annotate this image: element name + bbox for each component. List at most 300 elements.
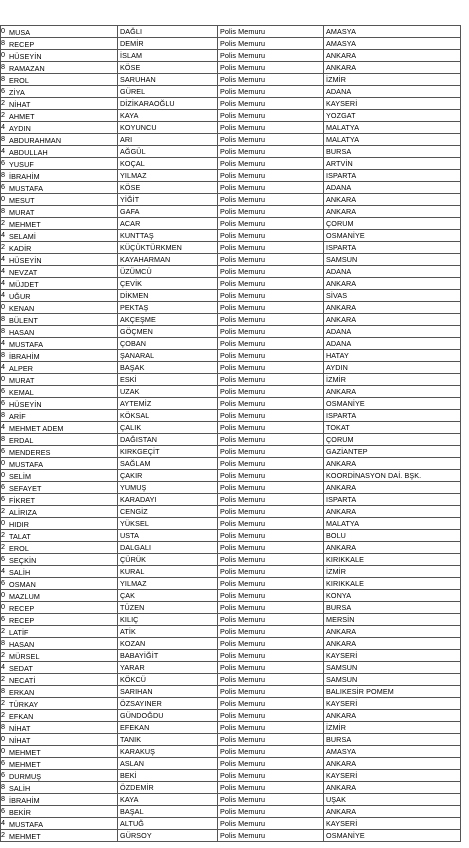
city-cell: MERSİN (324, 614, 461, 626)
row-number-fragment: 0 (1, 374, 6, 383)
last-name-cell: YUMUŞ (118, 482, 218, 494)
table-row (1, 50, 461, 62)
city-cell: KAYSERİ (324, 770, 461, 782)
row-number-fragment: 6 (1, 386, 6, 395)
row-number-fragment: 6 (1, 614, 6, 623)
last-name-cell: SARUHAN (118, 74, 218, 86)
last-name-cell: BEKİ (118, 770, 218, 782)
first-name-cell (1, 806, 118, 818)
city-cell: BURSA (324, 734, 461, 746)
title-cell: Polis Memuru (218, 410, 324, 422)
table-row (1, 794, 461, 806)
table-row (1, 818, 461, 830)
first-name: SELİM (9, 472, 32, 481)
last-name-cell: ÇEVİK (118, 278, 218, 290)
first-name-cell (1, 722, 118, 734)
last-name-cell: ATİK (118, 626, 218, 638)
last-name-cell: ARI (118, 134, 218, 146)
first-name-cell (1, 218, 118, 230)
row-number-fragment: 2 (1, 530, 6, 539)
row-number-fragment: 8 (1, 782, 6, 791)
city-cell: GAZİANTEP (324, 446, 461, 458)
city-cell: ISPARTA (324, 410, 461, 422)
first-name: MURAT (9, 208, 35, 217)
table-row (1, 146, 461, 158)
title-cell: Polis Memuru (218, 134, 324, 146)
first-name-cell (1, 26, 118, 38)
first-name-cell (1, 554, 118, 566)
city-cell: ANKARA (324, 50, 461, 62)
last-name-cell: GÜREL (118, 86, 218, 98)
first-name: İBRAHİM (9, 796, 40, 805)
table-row (1, 566, 461, 578)
first-name-cell (1, 122, 118, 134)
last-name-cell: AKÇEŞME (118, 314, 218, 326)
first-name-cell (1, 278, 118, 290)
last-name-cell: YARAR (118, 662, 218, 674)
city-cell: ÇORUM (324, 434, 461, 446)
personnel-table (0, 25, 461, 842)
title-cell: Polis Memuru (218, 710, 324, 722)
city-cell: KAYSERİ (324, 98, 461, 110)
row-number-fragment: 4 (1, 122, 6, 131)
title-cell: Polis Memuru (218, 674, 324, 686)
row-number-fragment: 8 (1, 410, 6, 419)
last-name-cell: USTA (118, 530, 218, 542)
city-cell: SİVAS (324, 290, 461, 302)
first-name: HÜSEYİN (9, 256, 42, 265)
city-cell: TOKAT (324, 422, 461, 434)
first-name: SEDAT (9, 664, 33, 673)
title-cell: Polis Memuru (218, 746, 324, 758)
first-name: AYDIN (9, 124, 31, 133)
first-name-cell (1, 494, 118, 506)
first-name-cell (1, 794, 118, 806)
title-cell: Polis Memuru (218, 782, 324, 794)
first-name: EROL (9, 76, 29, 85)
row-number-fragment: 2 (1, 542, 6, 551)
first-name-cell (1, 386, 118, 398)
row-number-fragment: 0 (1, 734, 6, 743)
first-name-cell (1, 326, 118, 338)
first-name: RECEP (9, 40, 35, 49)
table-row (1, 770, 461, 782)
row-number-fragment: 6 (1, 182, 6, 191)
table-row (1, 98, 461, 110)
city-cell: İZMİR (324, 722, 461, 734)
first-name-cell (1, 86, 118, 98)
title-cell: Polis Memuru (218, 794, 324, 806)
first-name-cell (1, 158, 118, 170)
first-name: NİHAT (9, 724, 31, 733)
row-number-fragment: 0 (1, 746, 6, 755)
first-name-cell (1, 530, 118, 542)
city-cell: ANKARA (324, 758, 461, 770)
first-name: SEFAYET (9, 484, 42, 493)
table-row (1, 782, 461, 794)
last-name-cell: KÖKSAL (118, 410, 218, 422)
table-row (1, 758, 461, 770)
city-cell: İZMİR (324, 374, 461, 386)
row-number-fragment: 0 (1, 50, 6, 59)
first-name-cell (1, 710, 118, 722)
title-cell: Polis Memuru (218, 266, 324, 278)
table-row (1, 266, 461, 278)
first-name-cell (1, 266, 118, 278)
row-number-fragment: 2 (1, 98, 6, 107)
last-name-cell: DALGALI (118, 542, 218, 554)
table-row (1, 602, 461, 614)
first-name: ABDURAHMAN (9, 136, 62, 145)
title-cell: Polis Memuru (218, 314, 324, 326)
first-name-cell (1, 614, 118, 626)
last-name-cell: SAĞLAM (118, 458, 218, 470)
row-number-fragment: 4 (1, 290, 6, 299)
city-cell: BURSA (324, 602, 461, 614)
city-cell: ANKARA (324, 626, 461, 638)
row-number-fragment: 4 (1, 254, 6, 263)
first-name-cell (1, 566, 118, 578)
row-number-fragment: 8 (1, 62, 6, 71)
row-number-fragment: 2 (1, 674, 6, 683)
table-row (1, 650, 461, 662)
table-row (1, 734, 461, 746)
title-cell: Polis Memuru (218, 290, 324, 302)
first-name-cell (1, 422, 118, 434)
first-name: HIDIR (9, 520, 30, 529)
city-cell: ÇORUM (324, 218, 461, 230)
first-name: MUSTAFA (9, 184, 44, 193)
city-cell: OSMANİYE (324, 230, 461, 242)
first-name-cell (1, 434, 118, 446)
title-cell: Polis Memuru (218, 194, 324, 206)
title-cell: Polis Memuru (218, 662, 324, 674)
row-number-fragment: 8 (1, 686, 6, 695)
first-name-cell (1, 458, 118, 470)
last-name-cell: GÖÇMEN (118, 326, 218, 338)
city-cell: OSMANİYE (324, 830, 461, 842)
first-name: MAZLUM (9, 592, 40, 601)
table-row (1, 806, 461, 818)
first-name: ARİF (9, 412, 26, 421)
table-row (1, 698, 461, 710)
last-name-cell: DİKMEN (118, 290, 218, 302)
first-name-cell (1, 170, 118, 182)
city-cell: ADANA (324, 182, 461, 194)
city-cell: KAYSERİ (324, 650, 461, 662)
title-cell: Polis Memuru (218, 698, 324, 710)
last-name-cell: KAYA (118, 110, 218, 122)
first-name-cell (1, 98, 118, 110)
first-name-cell (1, 662, 118, 674)
row-number-fragment: 0 (1, 602, 6, 611)
table-row (1, 746, 461, 758)
city-cell: BOLU (324, 530, 461, 542)
row-number-fragment: 0 (1, 458, 6, 467)
last-name-cell: ÇOBAN (118, 338, 218, 350)
title-cell: Polis Memuru (218, 530, 324, 542)
last-name-cell: DAĞISTAN (118, 434, 218, 446)
row-number-fragment: 4 (1, 662, 6, 671)
last-name-cell: DEMİR (118, 38, 218, 50)
first-name: BÜLENT (9, 316, 38, 325)
table-row (1, 182, 461, 194)
city-cell: ANKARA (324, 194, 461, 206)
first-name-cell (1, 686, 118, 698)
last-name-cell: KÜÇÜKTÜRKMEN (118, 242, 218, 254)
city-cell: MALATYA (324, 122, 461, 134)
first-name: HASAN (9, 640, 35, 649)
row-number-fragment: 4 (1, 146, 6, 155)
first-name: MURAT (9, 376, 35, 385)
city-cell: ANKARA (324, 62, 461, 74)
last-name-cell: YILMAZ (118, 578, 218, 590)
last-name-cell: GÜRSOY (118, 830, 218, 842)
first-name: UĞUR (9, 292, 31, 301)
first-name: MUSA (9, 28, 31, 37)
table-row (1, 554, 461, 566)
city-cell: AMASYA (324, 26, 461, 38)
first-name: MUSTAFA (9, 460, 44, 469)
last-name-cell: AYTEMİZ (118, 398, 218, 410)
row-number-fragment: 2 (1, 218, 6, 227)
city-cell: ANKARA (324, 806, 461, 818)
title-cell: Polis Memuru (218, 218, 324, 230)
personnel-table-body (1, 26, 461, 842)
city-cell: ANKARA (324, 638, 461, 650)
last-name-cell: DİZİKARAOĞLU (118, 98, 218, 110)
row-number-fragment: 2 (1, 650, 6, 659)
first-name-cell (1, 698, 118, 710)
table-row (1, 482, 461, 494)
table-row (1, 38, 461, 50)
row-number-fragment: 0 (1, 470, 6, 479)
table-row (1, 710, 461, 722)
title-cell: Polis Memuru (218, 818, 324, 830)
row-number-fragment: 0 (1, 518, 6, 527)
last-name-cell: ÇAKIR (118, 470, 218, 482)
city-cell: KOORDİNASYON DAİ. BŞK. (324, 470, 461, 482)
table-row (1, 722, 461, 734)
city-cell: SAMSUN (324, 254, 461, 266)
first-name-cell (1, 38, 118, 50)
table-row (1, 458, 461, 470)
last-name-cell: DAĞLI (118, 26, 218, 38)
title-cell: Polis Memuru (218, 722, 324, 734)
row-number-fragment: 2 (1, 698, 6, 707)
city-cell: ADANA (324, 266, 461, 278)
table-row (1, 674, 461, 686)
title-cell: Polis Memuru (218, 578, 324, 590)
first-name: MEHMET (9, 760, 41, 769)
last-name-cell: ÖZDEMİR (118, 782, 218, 794)
city-cell: SAMSUN (324, 674, 461, 686)
row-number-fragment: 6 (1, 446, 6, 455)
city-cell: ANKARA (324, 782, 461, 794)
first-name-cell (1, 374, 118, 386)
first-name-cell (1, 302, 118, 314)
first-name: BEKİR (9, 808, 32, 817)
first-name-cell (1, 578, 118, 590)
row-number-fragment: 6 (1, 482, 6, 491)
first-name-cell (1, 506, 118, 518)
title-cell: Polis Memuru (218, 542, 324, 554)
first-name: MUSTAFA (9, 820, 44, 829)
first-name-cell (1, 350, 118, 362)
table-row (1, 518, 461, 530)
first-name-cell (1, 782, 118, 794)
first-name-cell (1, 314, 118, 326)
first-name: TÜRKAY (9, 700, 39, 709)
row-number-fragment: 4 (1, 338, 6, 347)
title-cell: Polis Memuru (218, 470, 324, 482)
title-cell: Polis Memuru (218, 362, 324, 374)
first-name: ALPER (9, 364, 34, 373)
table-row (1, 158, 461, 170)
table-row (1, 122, 461, 134)
table-row (1, 290, 461, 302)
first-name: ABDULLAH (9, 148, 48, 157)
first-name: MEHMET (9, 832, 41, 841)
first-name: KENAN (9, 304, 35, 313)
row-number-fragment: 6 (1, 770, 6, 779)
city-cell: ANKARA (324, 458, 461, 470)
title-cell: Polis Memuru (218, 734, 324, 746)
title-cell: Polis Memuru (218, 158, 324, 170)
title-cell: Polis Memuru (218, 182, 324, 194)
first-name-cell (1, 362, 118, 374)
title-cell: Polis Memuru (218, 254, 324, 266)
title-cell: Polis Memuru (218, 86, 324, 98)
first-name-cell (1, 74, 118, 86)
first-name: ERDAL (9, 436, 34, 445)
title-cell: Polis Memuru (218, 602, 324, 614)
last-name-cell: ÖZSAYINER (118, 698, 218, 710)
table-row (1, 578, 461, 590)
row-number-fragment: 8 (1, 722, 6, 731)
personnel-list-sheet (0, 25, 460, 842)
title-cell: Polis Memuru (218, 230, 324, 242)
first-name: İBRAHİM (9, 172, 40, 181)
table-row (1, 278, 461, 290)
table-row (1, 350, 461, 362)
table-row (1, 398, 461, 410)
city-cell: AMASYA (324, 38, 461, 50)
row-number-fragment: 0 (1, 194, 6, 203)
first-name-cell (1, 230, 118, 242)
table-row (1, 686, 461, 698)
table-row (1, 242, 461, 254)
row-number-fragment: 6 (1, 554, 6, 563)
city-cell: UŞAK (324, 794, 461, 806)
title-cell: Polis Memuru (218, 518, 324, 530)
last-name-cell: KOZAN (118, 638, 218, 650)
title-cell: Polis Memuru (218, 434, 324, 446)
row-number-fragment: 2 (1, 626, 6, 635)
first-name-cell (1, 770, 118, 782)
last-name-cell: KOÇAL (118, 158, 218, 170)
title-cell: Polis Memuru (218, 386, 324, 398)
city-cell: ANKARA (324, 542, 461, 554)
city-cell: ARTVİN (324, 158, 461, 170)
first-name-cell (1, 410, 118, 422)
first-name: NİHAT (9, 100, 31, 109)
last-name-cell: KOYUNCU (118, 122, 218, 134)
title-cell: Polis Memuru (218, 278, 324, 290)
first-name: SALİH (9, 784, 31, 793)
title-cell: Polis Memuru (218, 626, 324, 638)
table-row (1, 230, 461, 242)
city-cell: ANKARA (324, 278, 461, 290)
title-cell: Polis Memuru (218, 38, 324, 50)
first-name: MÜJDET (9, 280, 39, 289)
last-name-cell: BABAYİĞİT (118, 650, 218, 662)
city-cell: YOZGAT (324, 110, 461, 122)
city-cell: ADANA (324, 326, 461, 338)
row-number-fragment: 6 (1, 86, 6, 95)
city-cell: ANKARA (324, 206, 461, 218)
table-row (1, 374, 461, 386)
row-number-fragment: 8 (1, 350, 6, 359)
first-name-cell (1, 50, 118, 62)
last-name-cell: GAFA (118, 206, 218, 218)
first-name: MÜRSEL (9, 652, 40, 661)
title-cell: Polis Memuru (218, 506, 324, 518)
row-number-fragment: 8 (1, 74, 6, 83)
first-name-cell (1, 242, 118, 254)
row-number-fragment: 2 (1, 242, 6, 251)
last-name-cell: ACAR (118, 218, 218, 230)
city-cell: ADANA (324, 86, 461, 98)
first-name: MESUT (9, 196, 35, 205)
first-name: KADİR (9, 244, 32, 253)
table-row (1, 614, 461, 626)
row-number-fragment: 8 (1, 38, 6, 47)
last-name-cell: ÇÜRÜK (118, 554, 218, 566)
table-row (1, 74, 461, 86)
city-cell: KAYSERİ (324, 818, 461, 830)
title-cell: Polis Memuru (218, 422, 324, 434)
city-cell: MALATYA (324, 134, 461, 146)
title-cell: Polis Memuru (218, 590, 324, 602)
last-name-cell: ALTUĞ (118, 818, 218, 830)
table-row (1, 206, 461, 218)
first-name: MENDERES (9, 448, 51, 457)
first-name-cell (1, 818, 118, 830)
title-cell: Polis Memuru (218, 338, 324, 350)
last-name-cell: YÜKSEL (118, 518, 218, 530)
row-number-fragment: 8 (1, 314, 6, 323)
table-row (1, 626, 461, 638)
city-cell: AMASYA (324, 746, 461, 758)
table-row (1, 62, 461, 74)
first-name-cell (1, 470, 118, 482)
first-name: YUSUF (9, 160, 34, 169)
title-cell: Polis Memuru (218, 686, 324, 698)
title-cell: Polis Memuru (218, 614, 324, 626)
city-cell: SAMSUN (324, 662, 461, 674)
first-name: NECATİ (9, 676, 36, 685)
first-name-cell (1, 194, 118, 206)
last-name-cell: YILMAZ (118, 170, 218, 182)
title-cell: Polis Memuru (218, 806, 324, 818)
last-name-cell: AĞGÜL (118, 146, 218, 158)
last-name-cell: GÜNDOĞDU (118, 710, 218, 722)
city-cell: BALIKESİR POMEM (324, 686, 461, 698)
first-name: EFKAN (9, 712, 34, 721)
table-row (1, 362, 461, 374)
first-name: SEÇKİN (9, 556, 37, 565)
